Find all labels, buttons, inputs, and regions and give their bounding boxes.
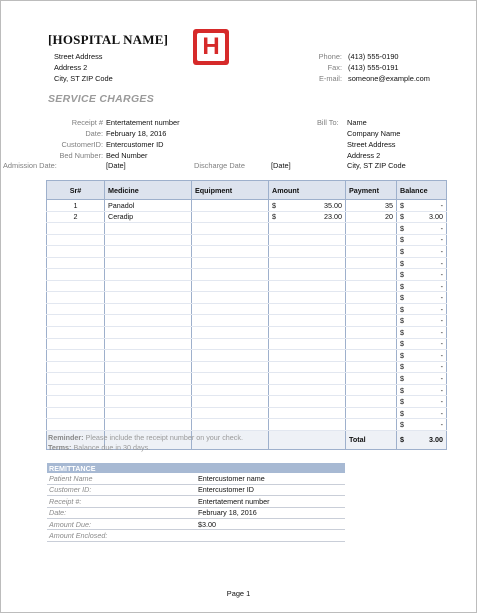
row-balance [397,327,447,339]
table-row [47,361,447,373]
terms-text: Balance due in 30 days. [73,443,151,452]
receipt-value: Entertatement number [106,118,180,127]
table-row [47,350,447,362]
row-balance [397,280,447,292]
balance-value: - [440,304,443,314]
table-row [47,327,447,339]
remittance-value: $3.00 [196,518,345,529]
row-equipment [192,211,269,223]
remittance-value: Entertatement number [196,496,345,507]
reminder-label: Reminder: [48,433,84,442]
balance-currency: $ [400,281,404,291]
admission-date-value: [Date] [106,161,126,170]
balance-currency: $ [400,327,404,337]
balance-value: - [440,281,443,291]
balance-currency: $ [400,408,404,418]
city-state-zip: City, ST ZIP Code [54,74,113,83]
balance-currency: $ [400,350,404,360]
remittance-row [47,518,345,529]
remittance-title: REMITTANCE [47,463,345,473]
balance-currency: $ [400,293,404,303]
table-row [47,419,447,431]
document-title: SERVICE CHARGES [48,93,155,105]
table-row [47,384,447,396]
row-equipment [192,200,269,212]
reminder-text: Please include the receipt number on your check. [85,433,243,442]
date-label: Date: [85,129,103,138]
remittance-label: Amount Due: [47,518,196,529]
remittance-row [47,530,345,541]
row-balance [397,234,447,246]
balance-value: 3.00 [429,212,443,222]
balance-currency: $ [400,397,404,407]
balance-value: - [440,339,443,349]
bed-number-label: Bed Number: [59,151,103,160]
balance-value: - [440,316,443,326]
row-balance [397,200,447,212]
balance-currency: $ [400,258,404,268]
total-amount: 3.00 [429,435,443,445]
remittance-row [47,473,345,484]
row-payment: 20 [346,211,397,223]
col-header-payment: Payment [346,181,397,200]
balance-currency: $ [400,316,404,326]
balance-currency: $ [400,200,404,210]
bill-to-company: Company Name [347,129,401,138]
balance-currency: $ [400,304,404,314]
amount-currency: $ [272,200,276,210]
amount-value: 23.00 [324,212,342,222]
row-balance [397,211,447,223]
remittance-value [196,530,345,541]
remittance-value: Entercustomer ID [196,484,345,495]
hospital-logo-icon [193,29,229,65]
row-balance [397,419,447,431]
row-balance [397,384,447,396]
row-balance [397,292,447,304]
amount-value: 35.00 [324,200,342,210]
table-row [47,292,447,304]
admission-date-label: Admission Date: [3,161,57,170]
table-row [47,373,447,385]
table-row [47,407,447,419]
row-balance [397,373,447,385]
balance-value: - [440,246,443,256]
row-balance [397,303,447,315]
balance-currency: $ [400,212,404,222]
bill-to-label: Bill To: [317,118,339,127]
remittance-value: February 18, 2016 [196,507,345,518]
email-label: E-mail: [319,74,342,83]
table-row [47,223,447,235]
remittance-label: Amount Enclosed: [47,530,196,541]
total-value [397,430,447,449]
hospital-name: [HOSPITAL NAME] [48,32,169,47]
bill-to-address-2: Address 2 [347,151,381,160]
balance-value: - [440,200,443,210]
table-row [47,396,447,408]
balance-value: - [440,258,443,268]
table-row [47,211,447,223]
remittance-label: Receipt #: [47,496,196,507]
balance-currency: $ [400,362,404,372]
row-balance [397,407,447,419]
balance-value: - [440,385,443,395]
table-row [47,315,447,327]
balance-value: - [440,235,443,245]
balance-value: - [440,397,443,407]
customer-id-label: CustomerID: [61,140,103,149]
street-address: Street Address [54,52,103,61]
col-header-amount: Amount [269,181,346,200]
balance-currency: $ [400,270,404,280]
col-header-medicine: Medicine [105,181,192,200]
terms-note [48,443,150,452]
col-header-equipment: Equipment [192,181,269,200]
table-row [47,280,447,292]
bill-to-city: City, ST ZIP Code [347,161,406,170]
balance-currency: $ [400,246,404,256]
row-balance [397,223,447,235]
reminder-note [48,433,243,442]
amount-currency: $ [272,212,276,222]
row-payment: 35 [346,200,397,212]
page-number: Page 1 [226,589,251,598]
row-balance [397,396,447,408]
logo-letter: H [202,33,220,60]
balance-currency: $ [400,235,404,245]
balance-currency: $ [400,420,404,430]
customer-id-value: Entercustomer ID [106,140,164,149]
balance-value: - [440,293,443,303]
charges-table [46,180,447,450]
balance-currency: $ [400,385,404,395]
phone-value: (413) 555-0190 [348,52,399,61]
date-value: February 18, 2016 [106,129,167,138]
row-medicine: Panadol [105,200,192,212]
row-sr: 1 [47,200,105,212]
bill-to-street: Street Address [347,140,396,149]
table-row [47,303,447,315]
row-balance [397,315,447,327]
table-row [47,200,447,212]
row-medicine: Ceradip [105,211,192,223]
row-balance [397,361,447,373]
remittance-label: Date: [47,507,196,518]
row-amount [269,211,346,223]
row-amount [269,200,346,212]
balance-currency: $ [400,339,404,349]
row-sr: 2 [47,211,105,223]
table-header-row [47,181,447,200]
balance-value: - [440,350,443,360]
row-balance [397,350,447,362]
fax-label: Fax: [327,63,342,72]
row-balance [397,269,447,281]
table-row [47,246,447,258]
col-header-balance: Balance [397,181,447,200]
row-balance [397,338,447,350]
receipt-label: Receipt # [71,118,103,127]
table-row [47,257,447,269]
remittance-label: Customer ID: [47,484,196,495]
discharge-date-label: Discharge Date [194,161,245,170]
remittance-label: Patient Name [47,473,196,484]
total-currency: $ [400,435,404,445]
balance-value: - [440,362,443,372]
balance-currency: $ [400,373,404,383]
phone-label: Phone: [318,52,342,61]
row-balance [397,257,447,269]
balance-value: - [440,373,443,383]
balance-value: - [440,327,443,337]
remittance-row [47,496,345,507]
remittance-value: Entercustomer name [196,473,345,484]
remittance-row [47,484,345,495]
remittance-header [47,463,345,473]
balance-value: - [440,223,443,233]
address-2: Address 2 [54,63,88,72]
fax-value: (413) 555-0191 [348,63,399,72]
balance-value: - [440,408,443,418]
table-row [47,338,447,350]
bill-to-name: Name [347,118,367,127]
email-value: someone@example.com [348,74,430,83]
total-label: Total [346,430,397,449]
balance-currency: $ [400,223,404,233]
row-balance [397,246,447,258]
balance-value: - [440,270,443,280]
table-row [47,234,447,246]
bed-number-value: Bed Number [106,151,148,160]
col-header-sr: Sr# [47,181,105,200]
discharge-date-value: [Date] [271,161,291,170]
remittance-row [47,507,345,518]
balance-value: - [440,420,443,430]
remittance-table [47,463,345,542]
table-row [47,269,447,281]
terms-label: Terms: [48,443,72,452]
